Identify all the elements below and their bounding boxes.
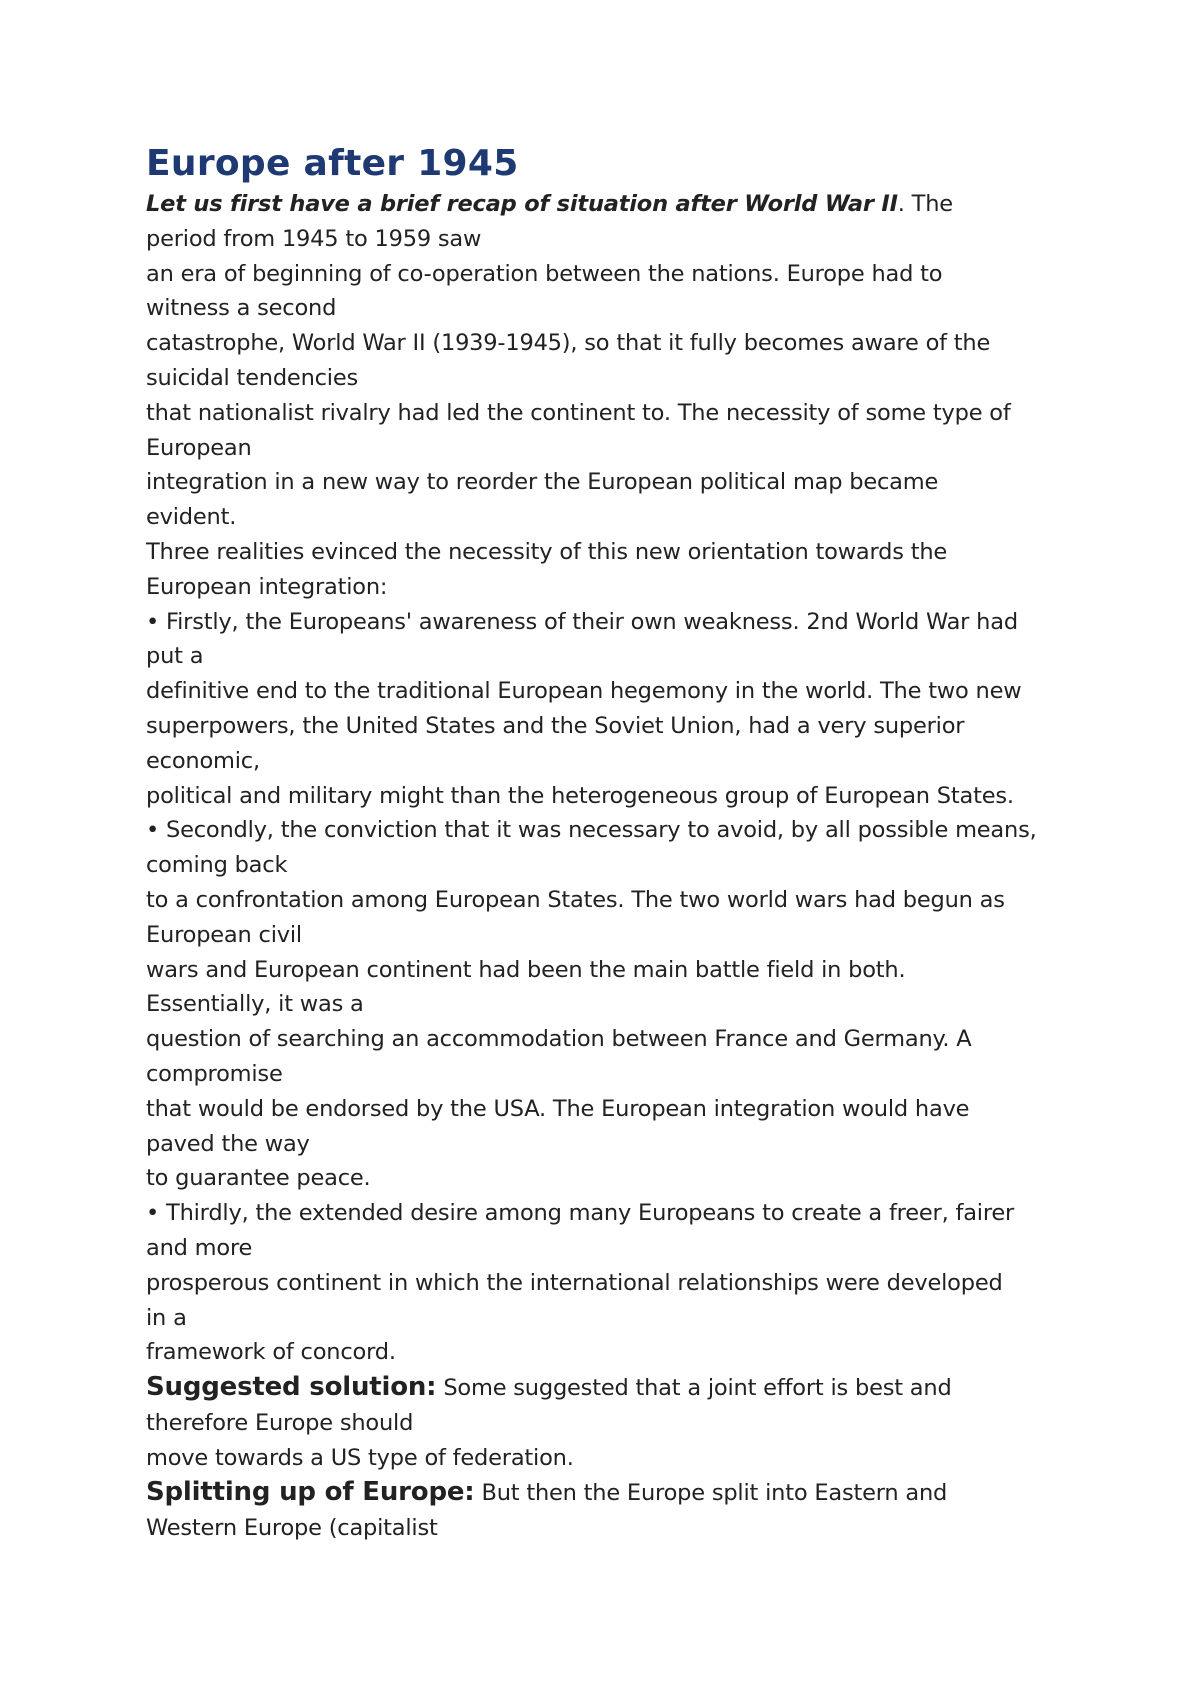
text-line: • Thirdly, the extended desire among many Europeans to create a freer, fairer: [146, 1200, 1015, 1227]
text-line: integration in a new way to reorder the European political map became: [146, 469, 939, 496]
text-line: European: [146, 434, 252, 461]
text-line: that nationalist rivalry had led the continent to. The necessity of some type of: [146, 399, 1011, 426]
text-line: prosperous continent in which the international relationships were developed: [146, 1269, 1003, 1296]
suggested-solution-heading: Suggested solution:: [146, 1372, 437, 1403]
text-line: paved the way: [146, 1130, 310, 1157]
text-line: coming back: [146, 852, 288, 879]
text-line: put a: [146, 643, 204, 670]
text-line: European civil: [146, 921, 302, 948]
document-title: Europe after 1945: [146, 143, 519, 184]
text-line: in a: [146, 1304, 187, 1331]
body-paragraphs: [146, 222, 1076, 1370]
text-line: political and military might than the heterogeneous group of European States.: [146, 782, 1014, 809]
text-line: question of searching an accommodation between France and Germany. A: [146, 1026, 972, 1053]
text-line: suicidal tendencies: [146, 364, 359, 391]
text-line: Essentially, it was a: [146, 991, 364, 1018]
text-line: • Firstly, the Europeans' awareness of their own weakness. 2nd World War had: [146, 608, 1018, 635]
splitting-line: Western Europe (capitalist: [146, 1515, 438, 1542]
text-line: to a confrontation among European States. The two world wars had begun as: [146, 886, 1005, 913]
text-line: European integration:: [146, 573, 388, 600]
suggested-line: therefore Europe should: [146, 1409, 414, 1436]
text-line: catastrophe, World War II (1939-1945), so that it fully becomes aware of the: [146, 330, 991, 357]
text-line: and more: [146, 1234, 253, 1261]
splitting-up-text: But then the Europe split into Eastern and: [474, 1480, 948, 1507]
text-line: compromise: [146, 1060, 283, 1087]
text-line: to guarantee peace.: [146, 1165, 371, 1192]
document-body: [146, 142, 1076, 1546]
text-line: that would be endorsed by the USA. The European integration would have: [146, 1095, 970, 1122]
text-line: period from 1945 to 1959 saw: [146, 225, 482, 252]
text-line: superpowers, the United States and the Soviet Union, had a very superior: [146, 712, 965, 739]
text-line: an era of beginning of co-operation between the nations. Europe had to: [146, 260, 943, 287]
text-line: economic,: [146, 747, 260, 774]
suggested-solution-line: [146, 1370, 1076, 1406]
text-line: • Secondly, the conviction that it was necessary to avoid, by all possible means,: [146, 817, 1037, 844]
intro-line: [146, 187, 1076, 222]
splitting-up-heading: Splitting up of Europe:: [146, 1477, 475, 1508]
text-line: definitive end to the traditional European hegemony in the world. The two new: [146, 678, 1022, 705]
text-line: evident.: [146, 504, 237, 531]
suggested-line: move towards a US type of federation.: [146, 1444, 574, 1471]
intro-rest: . The: [897, 191, 953, 217]
suggested-solution-text: Some suggested that a joint effort is best and: [436, 1375, 952, 1402]
text-line: witness a second: [146, 295, 337, 322]
splitting-up-line: [146, 1475, 1076, 1511]
text-line: framework of concord.: [146, 1339, 396, 1366]
text-line: Three realities evinced the necessity of this new orientation towards the: [146, 538, 948, 565]
text-line: wars and European continent had been the main battle field in both.: [146, 956, 906, 983]
intro-italic: Let us first have a brief recap of situation after World War II: [146, 191, 898, 217]
